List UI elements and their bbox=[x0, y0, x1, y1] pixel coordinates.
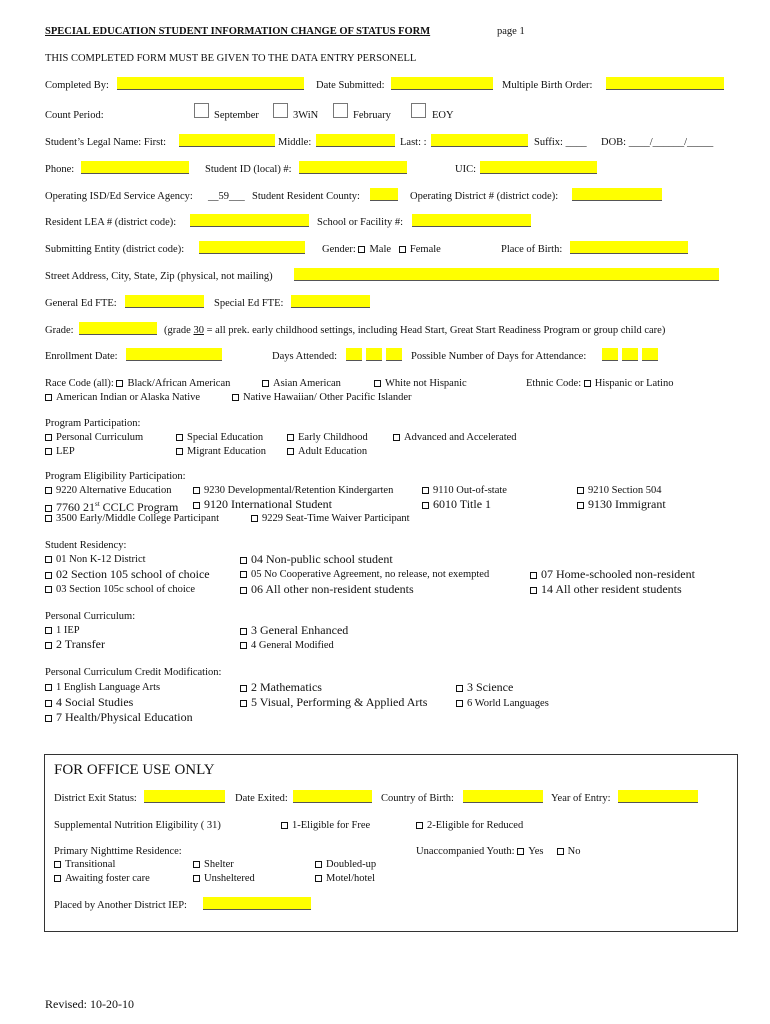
program-migrant-label: Migrant Education bbox=[187, 446, 267, 457]
september-checkbox[interactable] bbox=[194, 103, 209, 118]
residency-label: Student Residency: bbox=[45, 540, 127, 551]
pc-2-checkbox[interactable] bbox=[45, 642, 52, 649]
race-white bbox=[374, 377, 467, 390]
cr-5 bbox=[240, 695, 427, 710]
elig-9110 bbox=[422, 484, 507, 497]
cr-6-label: 6 World Languages bbox=[467, 698, 549, 709]
elig-7760-label-b: CCLC Program bbox=[102, 500, 179, 514]
pc-2-label: 2 Transfer bbox=[56, 637, 106, 651]
nt-unsheltered-label: Unsheltered bbox=[204, 873, 255, 884]
sp-fte-label: Special Ed FTE: bbox=[214, 298, 284, 309]
grade-note-b: 30 bbox=[193, 325, 204, 336]
nt-transitional-label: Transitional bbox=[65, 859, 116, 870]
placed-field[interactable] bbox=[203, 897, 311, 910]
race-line-1 bbox=[45, 377, 230, 390]
cr-1 bbox=[45, 681, 160, 694]
cr-6 bbox=[456, 697, 549, 710]
school-field[interactable] bbox=[412, 214, 531, 227]
res-02-label: 02 Section 105 school of choice bbox=[56, 567, 210, 581]
place-birth-field[interactable] bbox=[570, 241, 688, 254]
elig-9230 bbox=[193, 484, 393, 497]
eoy-checkbox[interactable] bbox=[411, 103, 426, 118]
program-sped bbox=[176, 431, 263, 444]
completed-by-field[interactable] bbox=[117, 77, 304, 90]
office-title: FOR OFFICE USE ONLY bbox=[54, 762, 215, 778]
elig-9110-label: 9110 Out-of-state bbox=[433, 485, 507, 496]
res-07 bbox=[530, 567, 695, 582]
race-white-checkbox[interactable] bbox=[374, 380, 381, 387]
nt-unsheltered bbox=[193, 872, 255, 885]
count-period-label: Count Period: bbox=[45, 110, 104, 121]
gen-fte-label: General Ed FTE: bbox=[45, 298, 117, 309]
op-district-label: Operating District # (district code): bbox=[410, 191, 559, 202]
eligibility-label: Program Eligibility Participation: bbox=[45, 471, 186, 482]
hispanic-checkbox[interactable] bbox=[584, 380, 591, 387]
pc-3 bbox=[240, 623, 348, 638]
sp-fte-field[interactable] bbox=[291, 295, 370, 308]
submitting-label: Submitting Entity (district code): bbox=[45, 244, 185, 255]
date-exited-label: Date Exited: bbox=[235, 793, 288, 804]
elig-9229-checkbox[interactable] bbox=[251, 515, 258, 522]
elig-9130-checkbox[interactable] bbox=[577, 502, 584, 509]
last-name-field[interactable] bbox=[431, 134, 528, 147]
exit-status-label: District Exit Status: bbox=[54, 793, 137, 804]
grade-field[interactable] bbox=[79, 322, 157, 335]
res-04-checkbox[interactable] bbox=[240, 557, 247, 564]
date-exited-field[interactable] bbox=[293, 790, 372, 803]
page-number: page 1 bbox=[497, 26, 525, 37]
res-07-label: 07 Home-schooled non-resident bbox=[541, 567, 695, 581]
pc-3-label: 3 General Enhanced bbox=[251, 623, 349, 637]
program-sped-label: Special Education bbox=[187, 432, 264, 443]
uic-field[interactable] bbox=[480, 161, 597, 174]
cr-2 bbox=[240, 680, 322, 695]
resident-county-label: Student Resident County: bbox=[252, 191, 360, 202]
date-submitted-field[interactable] bbox=[391, 77, 493, 90]
nt-shelter bbox=[193, 858, 234, 871]
elig-9230-checkbox[interactable] bbox=[193, 487, 200, 494]
form-instruction: THIS COMPLETED FORM MUST BE GIVEN TO THE DATA ENTRY PERSONELL bbox=[45, 53, 417, 64]
female-checkbox[interactable] bbox=[399, 246, 406, 253]
school-label: School or Facility #: bbox=[317, 217, 404, 228]
nut-2-checkbox[interactable] bbox=[416, 822, 423, 829]
elig-9130-label: 9130 Immigrant bbox=[588, 497, 666, 511]
enroll-label: Enrollment Date: bbox=[45, 351, 118, 362]
res-02 bbox=[45, 567, 210, 582]
program-personal bbox=[45, 431, 143, 444]
pc-4 bbox=[240, 639, 334, 652]
race-hawaiian bbox=[232, 391, 412, 404]
res-05-checkbox[interactable] bbox=[240, 571, 247, 578]
resident-lea-field[interactable] bbox=[190, 214, 309, 227]
february-label: February bbox=[353, 110, 391, 121]
res-03-label: 03 Section 105c school of choice bbox=[56, 584, 196, 595]
pc-4-checkbox[interactable] bbox=[240, 642, 247, 649]
middle-label: Middle: bbox=[278, 137, 312, 148]
res-14-label: 14 All other resident students bbox=[541, 582, 682, 596]
male-checkbox[interactable] bbox=[358, 246, 365, 253]
nutrition-label: Supplemental Nutrition Eligibility ( 31) bbox=[54, 820, 221, 831]
res-07-checkbox[interactable] bbox=[530, 572, 537, 579]
cr-6-checkbox[interactable] bbox=[456, 700, 463, 707]
pc-2 bbox=[45, 637, 105, 652]
program-label: Program Participation: bbox=[45, 418, 141, 429]
resident-county-field[interactable] bbox=[370, 188, 398, 201]
country-field[interactable] bbox=[463, 790, 543, 803]
suffix-label: Suffix: ____ bbox=[534, 137, 587, 148]
middle-name-field[interactable] bbox=[316, 134, 395, 147]
res-01-label: 01 Non K-12 District bbox=[56, 554, 146, 565]
cr-5-checkbox[interactable] bbox=[240, 700, 247, 707]
possible-days-field-1[interactable] bbox=[602, 348, 618, 361]
nt-doubled-label: Doubled-up bbox=[326, 859, 377, 870]
pc-1-label: 1 IEP bbox=[56, 625, 80, 636]
unaccomp-no-checkbox[interactable] bbox=[557, 848, 564, 855]
cr-1-checkbox[interactable] bbox=[45, 684, 52, 691]
unaccomp-yes-checkbox[interactable] bbox=[517, 848, 524, 855]
program-lep bbox=[45, 445, 75, 458]
elig-3500-label: 3500 Early/Middle College Participant bbox=[56, 513, 220, 524]
program-advanced-label: Advanced and Accelerated bbox=[404, 432, 517, 443]
race-white-label: White not Hispanic bbox=[385, 378, 467, 389]
elig-9229 bbox=[251, 512, 410, 525]
elig-9230-label: 9230 Developmental/Retention Kindergarten bbox=[204, 485, 394, 496]
elig-7760-sup: st bbox=[95, 500, 100, 508]
res-14 bbox=[530, 582, 682, 597]
form-title: SPECIAL EDUCATION STUDENT INFORMATION CHANGE OF STATUS FORM bbox=[45, 26, 431, 37]
days-attended-field-3[interactable] bbox=[386, 348, 402, 361]
country-label: Country of Birth: bbox=[381, 793, 454, 804]
uic-label: UIC: bbox=[455, 164, 476, 175]
res-04 bbox=[240, 552, 393, 567]
possible-days-field-3[interactable] bbox=[642, 348, 658, 361]
place-birth-label: Place of Birth: bbox=[501, 244, 563, 255]
program-personal-checkbox[interactable] bbox=[45, 434, 52, 441]
address-field[interactable] bbox=[294, 268, 719, 281]
elig-9120-checkbox[interactable] bbox=[193, 502, 200, 509]
unaccompanied-label: Unaccompanied Youth: bbox=[416, 846, 515, 857]
nut-2 bbox=[416, 819, 523, 832]
elig-6010 bbox=[422, 497, 491, 512]
program-adult-label: Adult Education bbox=[298, 446, 368, 457]
cr-4-checkbox[interactable] bbox=[45, 700, 52, 707]
no-label: No bbox=[567, 846, 581, 857]
3win-checkbox[interactable] bbox=[273, 103, 288, 118]
cr-1-label: 1 English Language Arts bbox=[56, 682, 161, 693]
multiple-birth-field[interactable] bbox=[606, 77, 724, 90]
resident-lea-label: Resident LEA # (district code): bbox=[45, 217, 177, 228]
res-14-checkbox[interactable] bbox=[530, 587, 537, 594]
hispanic-label: Hispanic or Latino bbox=[594, 378, 674, 389]
possible-days-field-2[interactable] bbox=[622, 348, 638, 361]
address-label: Street Address, City, State, Zip (physical, not mailing) bbox=[45, 271, 273, 282]
race-asian-checkbox[interactable] bbox=[262, 380, 269, 387]
res-06 bbox=[240, 582, 414, 597]
enroll-field[interactable] bbox=[126, 348, 222, 361]
program-early bbox=[287, 431, 368, 444]
isd-label: Operating ISD/Ed Service Agency: bbox=[45, 191, 193, 202]
elig-9110-checkbox[interactable] bbox=[422, 487, 429, 494]
nt-foster-label: Awaiting foster care bbox=[65, 873, 150, 884]
cr-2-checkbox[interactable] bbox=[240, 685, 247, 692]
revised-date: Revised: 10-20-10 bbox=[45, 997, 134, 1011]
student-id-field[interactable] bbox=[299, 161, 407, 174]
gender-label bbox=[322, 243, 441, 256]
grade-note bbox=[164, 324, 665, 337]
program-adult-checkbox[interactable] bbox=[287, 448, 294, 455]
eoy-label: EOY bbox=[432, 110, 454, 121]
cr-5-label: 5 Visual, Performing & Applied Arts bbox=[251, 695, 428, 709]
nighttime-label: Primary Nighttime Residence: bbox=[54, 846, 182, 857]
race-native bbox=[45, 391, 200, 404]
dob-label: DOB: ____/______/_____ bbox=[601, 137, 714, 148]
first-name-field[interactable] bbox=[179, 134, 275, 147]
elig-6010-checkbox[interactable] bbox=[422, 502, 429, 509]
race-black-checkbox[interactable] bbox=[116, 380, 123, 387]
cr-4-label: 4 Social Studies bbox=[56, 695, 134, 709]
cr-3-label: 3 Science bbox=[467, 680, 514, 694]
elig-9220-checkbox[interactable] bbox=[45, 487, 52, 494]
res-05-label: 05 No Cooperative Agreement, no release, not exempted bbox=[251, 569, 490, 580]
program-migrant bbox=[176, 445, 266, 458]
program-migrant-checkbox[interactable] bbox=[176, 448, 183, 455]
grade-label: Grade: bbox=[45, 325, 74, 336]
res-04-label: 04 Non-public school student bbox=[251, 552, 393, 566]
elig-9220 bbox=[45, 484, 171, 497]
year-entry-label: Year of Entry: bbox=[551, 793, 611, 804]
nt-doubled-checkbox[interactable] bbox=[315, 861, 322, 868]
completed-by-label: Completed By: bbox=[45, 80, 109, 91]
res-02-checkbox[interactable] bbox=[45, 572, 52, 579]
program-early-label: Early Childhood bbox=[298, 432, 368, 443]
race-hawaiian-checkbox[interactable] bbox=[232, 394, 239, 401]
race-black-label: Black/African American bbox=[127, 378, 231, 389]
res-01 bbox=[45, 553, 146, 566]
submitting-field[interactable] bbox=[199, 241, 305, 254]
nut-1-label: 1-Eligible for Free bbox=[292, 820, 371, 831]
cr-7-label: 7 Health/Physical Education bbox=[56, 710, 193, 724]
pc-4-label: 4 General Modified bbox=[251, 640, 334, 651]
student-id-label: Student ID (local) #: bbox=[205, 164, 292, 175]
elig-9120 bbox=[193, 497, 332, 512]
nut-1-checkbox[interactable] bbox=[281, 822, 288, 829]
nt-shelter-label: Shelter bbox=[204, 859, 234, 870]
nt-unsheltered-checkbox[interactable] bbox=[193, 875, 200, 882]
elig-9210-label: 9210 Section 504 bbox=[588, 485, 662, 496]
february-checkbox[interactable] bbox=[333, 103, 348, 118]
pc-1-checkbox[interactable] bbox=[45, 627, 52, 634]
cr-7-checkbox[interactable] bbox=[45, 715, 52, 722]
days-attended-label: Days Attended: bbox=[272, 351, 338, 362]
elig-3500 bbox=[45, 512, 219, 525]
elig-3500-checkbox[interactable] bbox=[45, 515, 52, 522]
race-label: Race Code (all): bbox=[45, 378, 114, 389]
res-05 bbox=[240, 568, 489, 581]
cr-4 bbox=[45, 695, 133, 710]
credit-label: Personal Curriculum Credit Modification: bbox=[45, 667, 222, 678]
nt-foster-checkbox[interactable] bbox=[54, 875, 61, 882]
legal-name-label: Student’s Legal Name: First: bbox=[45, 137, 167, 148]
yes-label: Yes bbox=[528, 846, 544, 857]
elig-9130 bbox=[577, 497, 666, 512]
elig-9220-label: 9220 Alternative Education bbox=[56, 485, 172, 496]
program-early-checkbox[interactable] bbox=[287, 434, 294, 441]
placed-label: Placed by Another District IEP: bbox=[54, 900, 187, 911]
possible-days-label: Possible Number of Days for Attendance: bbox=[411, 351, 587, 362]
date-submitted-label: Date Submitted: bbox=[316, 80, 385, 91]
program-lep-label: LEP bbox=[56, 446, 75, 457]
gen-fte-field[interactable] bbox=[125, 295, 204, 308]
last-label: Last: : bbox=[400, 137, 427, 148]
program-lep-checkbox[interactable] bbox=[45, 448, 52, 455]
cr-7 bbox=[45, 710, 193, 725]
nut-1 bbox=[281, 819, 370, 832]
days-attended-field-1[interactable] bbox=[346, 348, 362, 361]
res-06-label: 06 All other non-resident students bbox=[251, 582, 414, 596]
cr-2-label: 2 Mathematics bbox=[251, 680, 322, 694]
nt-motel-checkbox[interactable] bbox=[315, 875, 322, 882]
nut-2-label: 2-Eligible for Reduced bbox=[427, 820, 524, 831]
race-asian-label: Asian American bbox=[273, 378, 341, 389]
program-sped-checkbox[interactable] bbox=[176, 434, 183, 441]
res-03 bbox=[45, 583, 195, 596]
september-label: September bbox=[214, 110, 259, 121]
exit-status-field[interactable] bbox=[144, 790, 225, 803]
program-adult bbox=[287, 445, 367, 458]
elig-7760-label: 7760 21 bbox=[56, 500, 95, 514]
cr-3 bbox=[456, 680, 513, 695]
nt-shelter-checkbox[interactable] bbox=[193, 861, 200, 868]
res-03-checkbox[interactable] bbox=[45, 586, 52, 593]
ethnic bbox=[526, 377, 673, 390]
ethnic-label: Ethnic Code: bbox=[526, 378, 582, 389]
personal-label: Personal Curriculum: bbox=[45, 611, 136, 622]
female-label: Female bbox=[409, 244, 441, 255]
race-hawaiian-label: Native Hawaiian/ Other Pacific Islander bbox=[243, 392, 412, 403]
elig-6010-label: 6010 Title 1 bbox=[433, 497, 492, 511]
race-asian bbox=[262, 377, 341, 390]
program-advanced bbox=[393, 431, 517, 444]
elig-9210 bbox=[577, 484, 662, 497]
nt-transitional-checkbox[interactable] bbox=[54, 861, 61, 868]
male-label: Male bbox=[369, 244, 392, 255]
program-advanced-checkbox[interactable] bbox=[393, 434, 400, 441]
phone-label: Phone: bbox=[45, 164, 75, 175]
nt-motel-label: Motel/hotel bbox=[326, 873, 375, 884]
3win-label: 3WiN bbox=[293, 110, 319, 121]
grade-note-c: = all prek. early childhood settings, including Head Start, Great Start Readiness Program or group child care) bbox=[203, 325, 666, 336]
isd-value: __59___ bbox=[208, 191, 245, 202]
grade-note-a: (grade bbox=[164, 325, 194, 336]
race-native-label: American Indian or Alaska Native bbox=[56, 392, 201, 403]
elig-9120-label: 9120 International Student bbox=[204, 497, 332, 511]
phone-field[interactable] bbox=[81, 161, 189, 174]
nt-transitional bbox=[54, 858, 115, 871]
gender-text: Gender: bbox=[322, 244, 356, 255]
nt-foster bbox=[54, 872, 150, 885]
res-01-checkbox[interactable] bbox=[45, 556, 52, 563]
pc-1 bbox=[45, 624, 80, 637]
year-entry-field[interactable] bbox=[618, 790, 698, 803]
elig-7760-checkbox[interactable] bbox=[45, 505, 52, 512]
elig-9210-checkbox[interactable] bbox=[577, 487, 584, 494]
nt-doubled bbox=[315, 858, 376, 871]
program-personal-label: Personal Curriculum bbox=[56, 432, 144, 443]
pc-3-checkbox[interactable] bbox=[240, 628, 247, 635]
unaccompanied bbox=[416, 845, 580, 858]
nt-motel bbox=[315, 872, 375, 885]
multiple-birth-label: Multiple Birth Order: bbox=[502, 80, 593, 91]
res-06-checkbox[interactable] bbox=[240, 587, 247, 594]
op-district-field[interactable] bbox=[572, 188, 662, 201]
cr-3-checkbox[interactable] bbox=[456, 685, 463, 692]
race-native-checkbox[interactable] bbox=[45, 394, 52, 401]
days-attended-field-2[interactable] bbox=[366, 348, 382, 361]
elig-9229-label: 9229 Seat-Time Waiver Participant bbox=[262, 513, 410, 524]
